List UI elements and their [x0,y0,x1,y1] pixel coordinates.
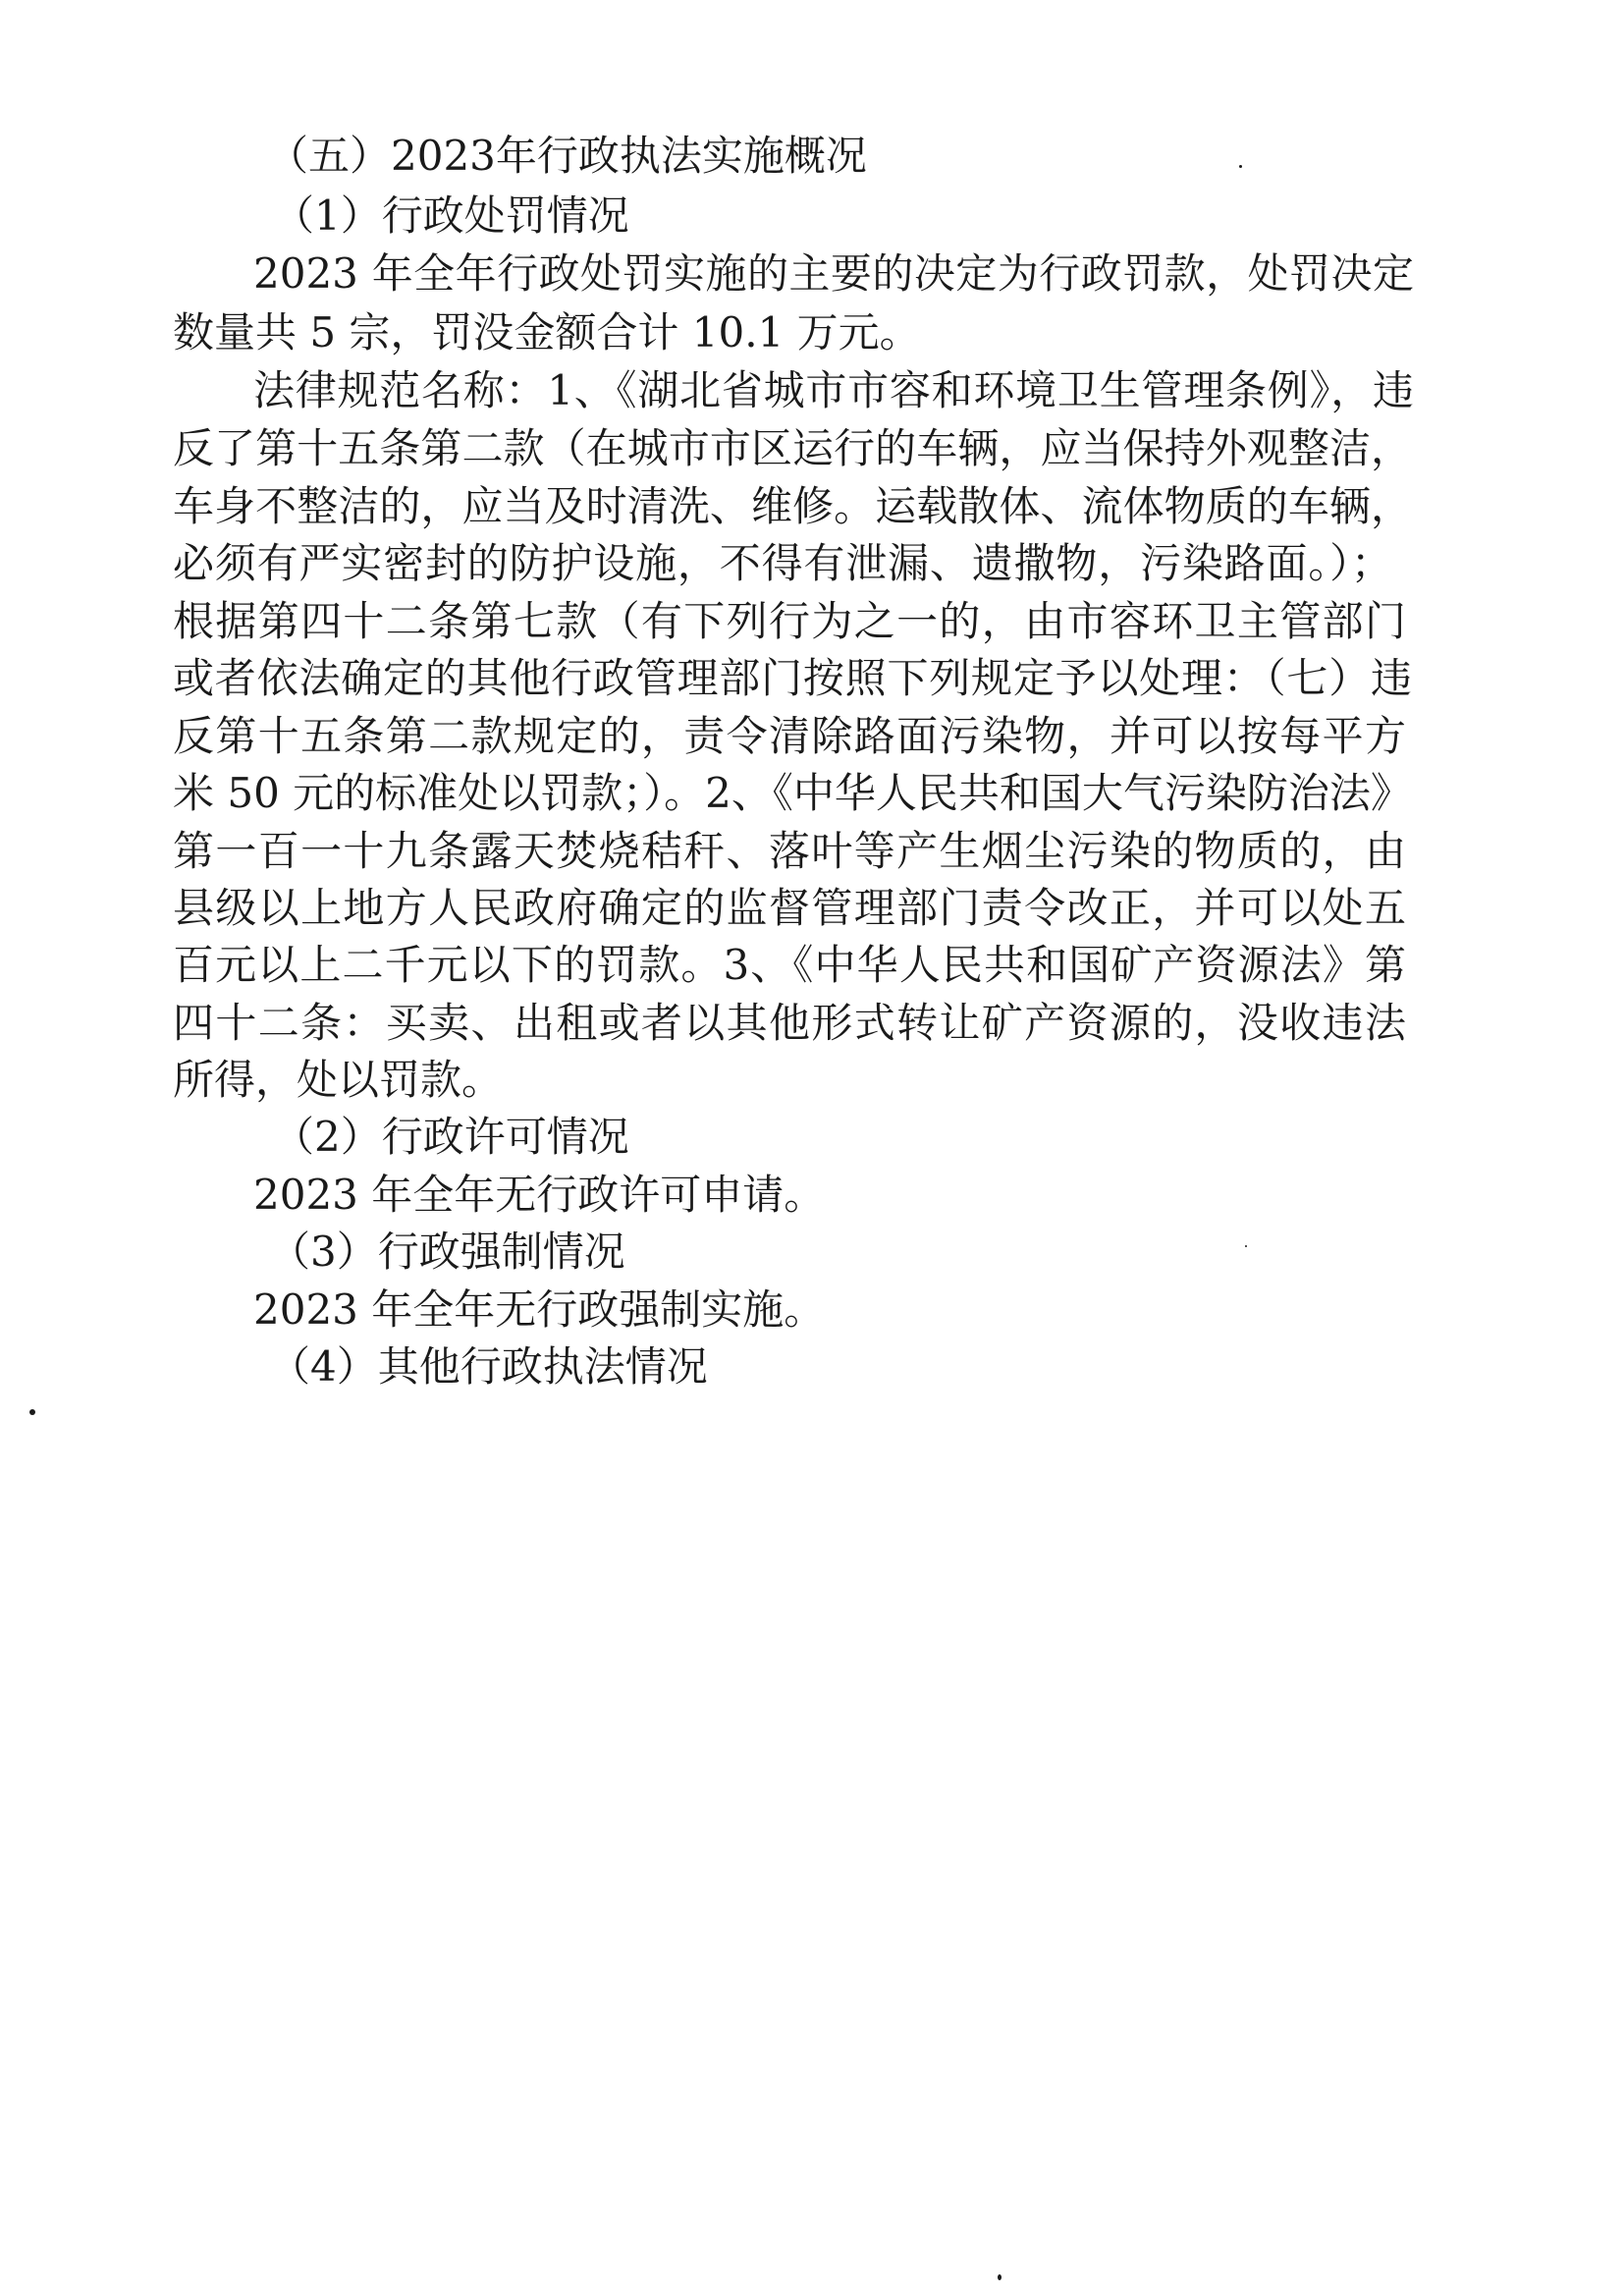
coercion-heading: （3）行政强制情况 [269,1228,625,1276]
legal-text-line-6: 或者依法确定的其他行政管理部门按照下列规定予以处理：（七）违 [173,654,1412,702]
legal-text-line-2: 反了第十五条第二款（在城市市区运行的车辆，应当保持外观整洁， [173,424,1412,472]
scan-speck [1245,1245,1247,1247]
penalty-summary-line-1: 2023 年全年行政处罚实施的主要的决定为行政罚款，处罚决定 [253,249,1414,298]
legal-text-line-11: 百元以上二千元以下的罚款。3、《中华人民共和国矿产资源法》第 [173,941,1406,989]
coercion-text: 2023 年全年无行政强制实施。 [253,1285,826,1334]
license-text: 2023 年全年无行政许可申请。 [253,1171,826,1219]
penalty-summary-line-2: 数量共 5 宗，罚没金额合计 10.1 万元。 [173,308,921,356]
other-enforcement-heading: （4）其他行政执法情况 [269,1342,708,1391]
license-heading: （2）行政许可情况 [273,1113,629,1161]
legal-text-line-7: 反第十五条第二款规定的，责令清除路面污染物，并可以按每平方 [173,712,1406,760]
legal-text-line-5: 根据第四十二条第七款（有下列行为之一的，由市容环卫主管部门 [173,597,1406,645]
scan-speck [1239,165,1242,168]
legal-text-line-3: 车身不整洁的，应当及时清洗、维修。运载散体、流体物质的车辆， [173,482,1412,530]
section-heading: （五）2023年行政执法实施概况 [267,132,867,180]
legal-text-line-1: 法律规范名称：1、《湖北省城市市容和环境卫生管理条例》，违 [253,366,1414,414]
scan-speck [29,1409,35,1415]
legal-text-line-8: 米 50 元的标准处以罚款；）。2、《中华人民共和国大气污染防治法》 [173,769,1412,817]
penalty-heading: （1）行政处罚情况 [273,191,629,240]
legal-text-line-4: 必须有严实密封的防护设施，不得有泄漏、遗撒物，污染路面。）； [173,539,1392,587]
legal-text-line-13: 所得，处以罚款。 [173,1056,504,1104]
legal-text-line-9: 第一百一十九条露天焚烧秸秆、落叶等产生烟尘污染的物质的，由 [173,827,1406,875]
legal-text-line-10: 县级以上地方人民政府确定的监督管理部门责令改正，并可以处五 [173,884,1406,932]
legal-text-line-12: 四十二条：买卖、出租或者以其他形式转让矿产资源的，没收违法 [173,999,1406,1047]
scan-speck [998,2274,1001,2280]
